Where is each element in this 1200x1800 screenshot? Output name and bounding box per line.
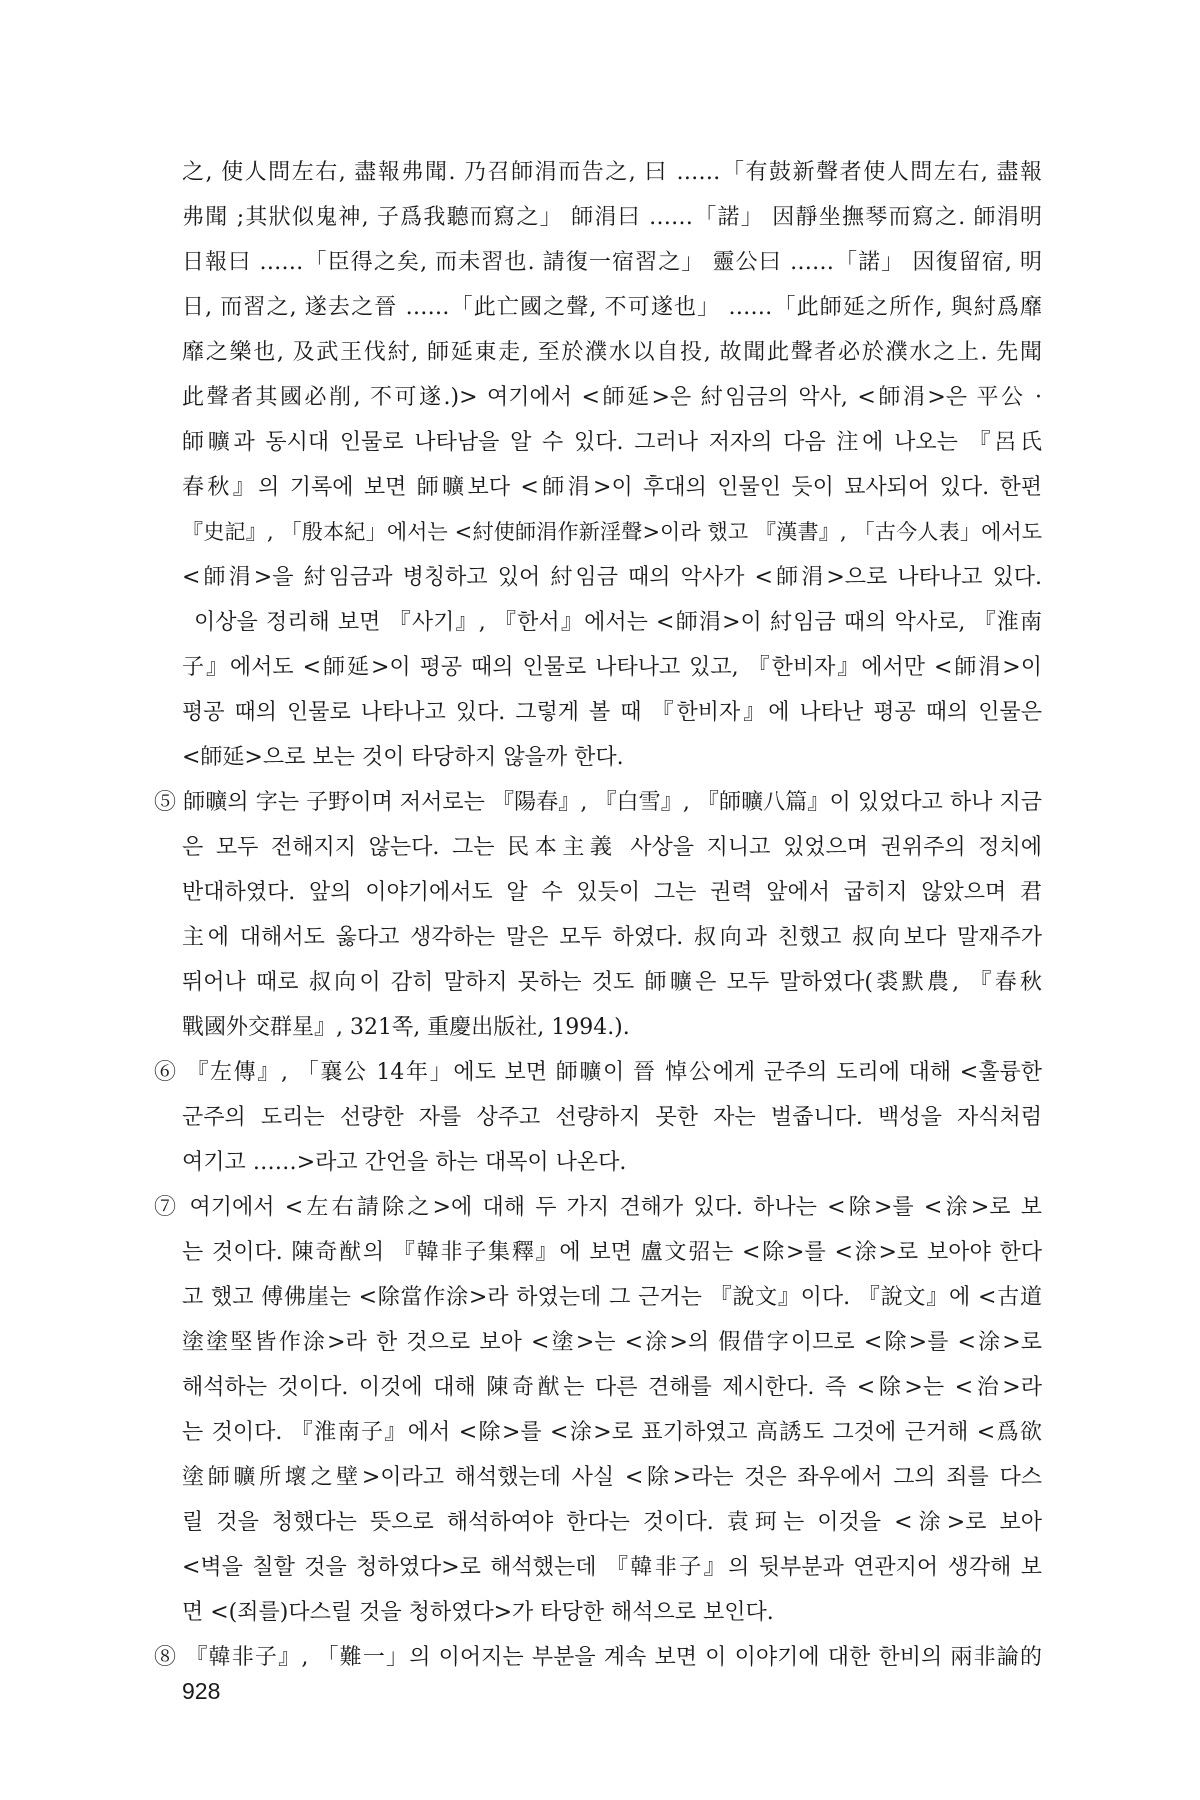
text-line: 반대하였다. 앞의 이야기에서도 알 수 있듯이 그는 권력 앞에서 굽히지 않았으며 君	[182, 880, 1042, 905]
footnote-last-line: 면 <(죄를)다스릴 것을 청하였다>가 타당한 해석으로 보인다.	[182, 1600, 774, 1625]
body-text	[154, 150, 1042, 1680]
text-line: <벽을 칠할 것을 청하였다>로 해석했는데 『韓非子』의 뒷부분과 연관지어 생각해 보	[182, 1555, 1042, 1580]
text-line: 군주의 도리는 선량한 자를 상주고 선량하지 못한 자는 벌줍니다. 백성을 자식처럼	[182, 1105, 1042, 1130]
text-line: 해석하는 것이다. 이것에 대해 陳奇猷는 다른 견해를 제시한다. 즉 <除>는 <治>라	[182, 1375, 1042, 1400]
text-line: 『史記』, 「殷本紀」에서는 <紂使師涓作新淫聲>이라 했고 『漢書』, 「古今人表」에서도	[182, 520, 1042, 544]
text-line: 릴 것을 청했다는 뜻으로 해석하여야 한다는 것이다. 袁珂는 이것을 <涂>로 보아	[182, 1510, 1042, 1535]
text-line: 塗塗堅皆作涂>라 한 것으로 보아 <塗>는 <涂>의 假借字이므로 <除>를 <涂>로	[182, 1330, 1042, 1355]
text-line: 평공 때의 인물로 나타나고 있다. 그렇게 볼 때 『한비자』에 나타난 평공 때의 인물은	[182, 700, 1042, 725]
text-line: 之, 使人問左右, 盡報弗聞. 乃召師涓而告之, 曰 ……「有鼓新聲者使人問左右, 盡報	[182, 160, 1042, 185]
text-line: 主에 대해서도 옳다고 생각하는 말은 모두 하였다. 叔向과 친했고 叔向보다 말재주가	[182, 925, 1042, 950]
footnote-last-line: 戰國外交群星』, 321쪽, 重慶出版社, 1994.).	[182, 1015, 630, 1040]
text-line: 春秋』의 기록에 보면 師曠보다 <師涓>이 후대의 인물인 듯이 묘사되어 있다. 한편	[182, 475, 1042, 500]
footnote-6-first-line: ⑥ 『左傳』, 「襄公 14年」에도 보면 師曠이 晉 悼公에게 군주의 도리에 대해 <훌륭한	[154, 1060, 1042, 1085]
text-line: 日報曰 ……「臣得之矣, 而未習也. 請復一宿習之」 靈公曰 ……「諾」 因復留宿, 明	[182, 250, 1042, 275]
footnote-7-first-line: ⑦ 여기에서 <左右請除之>에 대해 두 가지 견해가 있다. 하나는 <除>를 <涂>로 보	[154, 1195, 1042, 1220]
paragraph-first-line: 이상을 정리해 보면 『사기』, 『한서』에서는 <師涓>이 紂임금 때의 악사로, 『淮南	[194, 610, 1042, 635]
text-line: <師涓>을 紂임금과 병칭하고 있어 紂임금 때의 악사가 <師涓>으로 나타나고 있다.	[182, 565, 1042, 590]
footnote-5-first-line: ⑤ 師曠의 字는 子野이며 저서로는 『陽春』, 『白雪』, 『師曠八篇』이 있었다고 하나 지금	[154, 790, 1042, 815]
text-line: 此聲者其國必削, 不可遂.)> 여기에서 <師延>은 紂임금의 악사, <師涓>은 平公 ·	[182, 385, 1042, 410]
text-line: 子』에서도 <師延>이 평공 때의 인물로 나타나고 있고, 『한비자』에서만 <師涓>이	[182, 655, 1042, 680]
text-line: 日, 而習之, 遂去之晉 ……「此亡國之聲, 不可遂也」 ……「此師延之所作, 與紂爲靡	[182, 295, 1042, 320]
text-line: 는 것이다. 『淮南子』에서 <除>를 <涂>로 표기하였고 高誘도 그것에 근거해 <爲欲	[182, 1420, 1042, 1445]
footnote-last-line: 여기고 ……>라고 간언을 하는 대목이 나온다.	[182, 1150, 627, 1175]
text-line: 고 했고 傅佛崖는 <除當作涂>라 하였는데 그 근거는 『說文』이다. 『說文』에 <古道	[182, 1285, 1042, 1310]
text-line: 은 모두 전해지지 않는다. 그는 民本主義 사상을 지니고 있었으며 권위주의 정치에	[182, 835, 1042, 860]
text-line: 弗聞 ;其狀似鬼神, 子爲我聽而寫之」 師涓曰 ……「諾」 因靜坐撫琴而寫之. 師涓明	[182, 205, 1042, 230]
footnote-8-first-line: ⑧ 『韓非子』, 「難一」의 이어지는 부분을 계속 보면 이 이야기에 대한 한비의 兩非論的	[154, 1645, 1042, 1670]
text-line: 뛰어나 때로 叔向이 감히 말하지 못하는 것도 師曠은 모두 말하였다(裘默農, 『春秋	[182, 970, 1042, 995]
text-line: 靡之樂也, 及武王伐紂, 師延東走, 至於濮水以自投, 故聞此聲者必於濮水之上. 先聞	[182, 340, 1042, 365]
text-line: 師曠과 동시대 인물로 나타남을 알 수 있다. 그러나 저자의 다음 注에 나오는 『呂氏	[182, 430, 1042, 455]
page-number: 928	[182, 1678, 221, 1704]
text-line: 는 것이다. 陳奇猷의 『韓非子集釋』에 보면 盧文弨는 <除>를 <涂>로 보아야 한다	[182, 1240, 1042, 1265]
paragraph-last-line: <師延>으로 보는 것이 타당하지 않을까 한다.	[182, 745, 624, 770]
text-line: 塗師曠所壞之壁>이라고 해석했는데 사실 <除>라는 것은 좌우에서 그의 죄를 다스	[182, 1465, 1042, 1490]
